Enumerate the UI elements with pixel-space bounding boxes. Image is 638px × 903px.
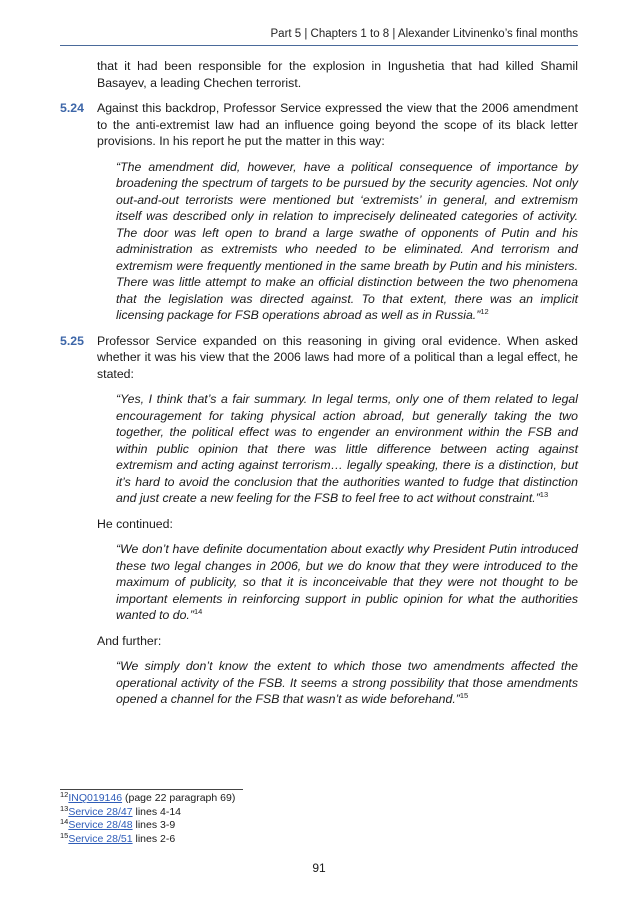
footnote-ref: 14 <box>193 607 203 616</box>
footnote-link[interactable]: Service 28/48 <box>68 819 133 831</box>
footnote <box>60 792 578 806</box>
quote-block <box>116 541 578 624</box>
footnote <box>60 830 578 847</box>
header-title: Part 5 | Chapters 1 to 8 | Alexander Litvinenko’s final months <box>270 28 578 40</box>
header-rule <box>60 45 578 46</box>
footnote <box>60 819 578 833</box>
footnote-rule <box>60 789 243 790</box>
footnote-link[interactable]: Service 28/47 <box>68 805 133 818</box>
quote-block <box>116 391 578 507</box>
footnote-ref: 13 <box>539 490 549 499</box>
footnote-link[interactable]: Service 28/51 <box>68 832 133 845</box>
quote-block <box>116 159 578 324</box>
footnote-number: 14 <box>60 817 69 826</box>
footnote <box>60 803 578 820</box>
footnote-detail: (page 22 paragraph 69) <box>122 792 236 804</box>
intro-text: that it had been responsible for the explosion in Ingushetia that had killed Shamil Basayev, a leading Chechen terrorist. <box>97 59 578 90</box>
quote-text: “The amendment did, however, have a political consequence of importance by broadening the spectrum of targets to be pursued by the security agencies. Not only out-and-out terrorists were mentioned but ‘extremists’ in general, and extremism itself was described only in relation to imprecisely delineated categories of activity. The door was left open to brand a large swathe of opponents of Putin and his administration as extremists who needed to be eliminated. And terrorism and extremism were frequently mentioned in the same breath by Putin and his ministers. There was little attempt to make an official distinction between the two phenomena that the legislation was directed against. To that extent, there was an implicit licensing package for FSB operations abroad as well as in Russia.” <box>116 159 578 322</box>
footnote-detail: lines 3-9 <box>132 819 176 831</box>
page-number: 91 <box>312 861 326 875</box>
footnote-number: 12 <box>60 790 69 799</box>
footnote-link[interactable]: INQ019146 <box>68 792 123 804</box>
footnote-ref: 12 <box>480 307 489 316</box>
footnote-ref: 15 <box>459 691 469 700</box>
footnote-detail: lines 4-14 <box>132 805 182 818</box>
paragraph-text: Against this backdrop, Professor Service expressed the view that the 2006 amendment to the anti-extremist law had an influence going beyond the scope of its black letter provisions. In his report he put the matter in this way: <box>97 101 578 148</box>
quote-text: “Yes, I think that’s a fair summary. In legal terms, only one of them related to legal encouragement for taking physical action abroad, but generally taking the two together, the political effect was to engender an environment within the FSB and within public opinion that there was little difference between acting against extremism and acting against terrorism… legally speaking, there is a distinction, but it’s hard to avoid the conclusion that the authorities wanted to fudge that distinction and just create a new feeling for the FSB to feel free to act without constraint.” <box>116 392 578 505</box>
further-text: And further: <box>97 633 162 648</box>
quote-text: “We don’t have definite documentation about exactly why President Putin introduced these two legal changes in 2006, but we do know that they were introduced to the maximum of publicity, so that it is inconceivable that they were not thought to be important elements in reinforcing support in public opinion for what the authorities wanted to do.” <box>116 542 578 622</box>
footnote-detail: lines 2-6 <box>132 832 176 845</box>
paragraph-5-25 <box>60 333 578 383</box>
paragraph-number: 5.24 <box>60 101 84 115</box>
footnote-number: 15 <box>60 830 69 840</box>
quote-block <box>116 658 578 708</box>
paragraph-5-24 <box>60 100 578 150</box>
footnotes <box>60 789 578 846</box>
footnote-number: 13 <box>60 803 69 813</box>
paragraph-number: 5.25 <box>60 333 84 348</box>
quote-text: “We simply don’t know the extent to which those two amendments affected the operational activity of the FSB. It seems a strong possibility that those amendments opened a channel for the FSB that wasn’t as wide beforehand.” <box>116 659 578 706</box>
continued-text: He continued: <box>97 516 173 531</box>
main-content <box>60 58 578 708</box>
paragraph-text: Professor Service expanded on this reasoning in giving oral evidence. When asked whether it was his view that the 2006 laws had more of a political than a legal effect, he stated: <box>97 333 578 381</box>
